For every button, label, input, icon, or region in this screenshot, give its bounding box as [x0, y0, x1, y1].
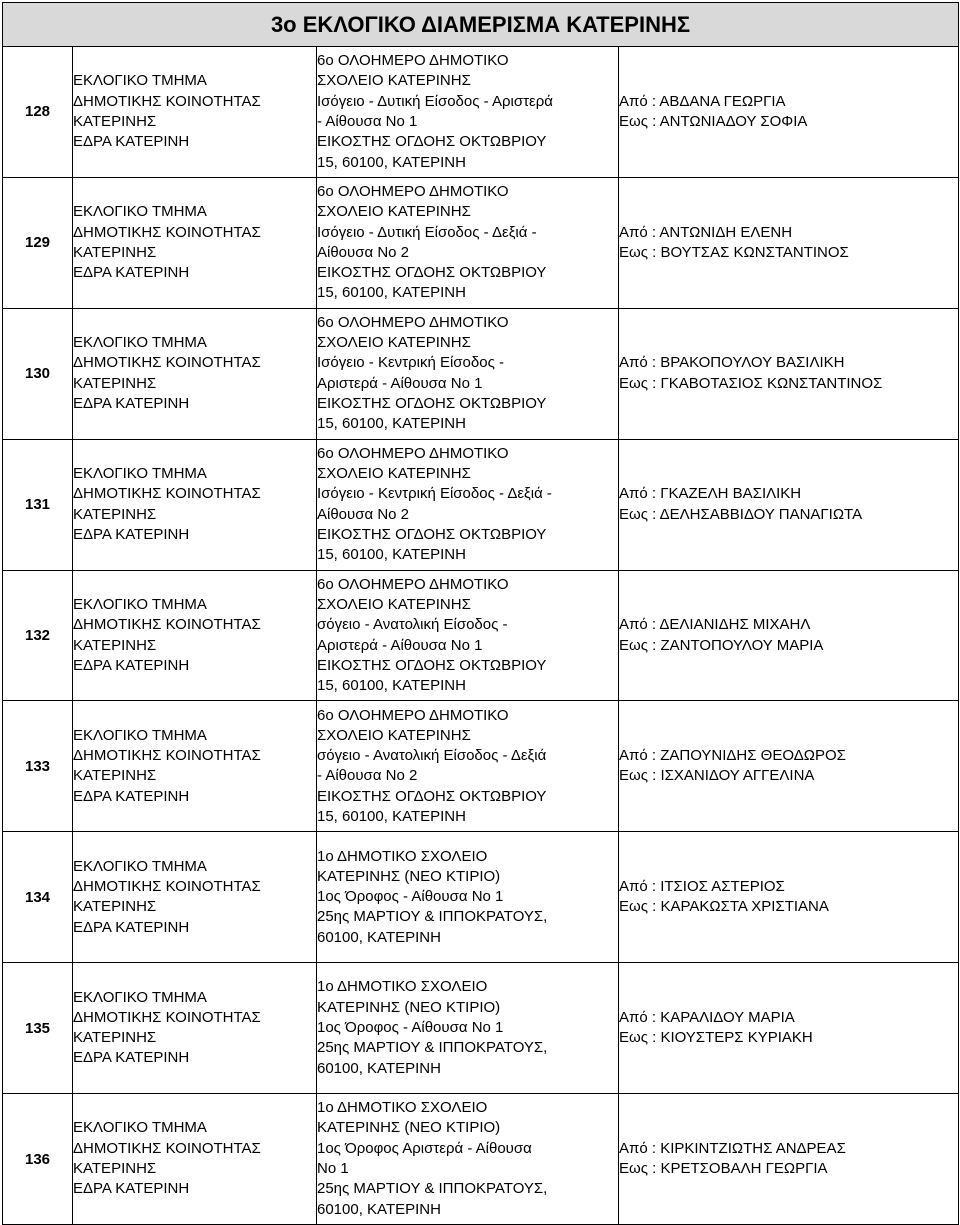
- section-name-line: ΕΔΡΑ ΚΑΤΕΡΙΝΗ: [73, 525, 190, 543]
- range-to: Εως : ΚΡΕΤΣΟΒΑΛΗ ΓΕΩΡΓΙΑ: [619, 1160, 828, 1178]
- section-name-cell: [73, 1094, 317, 1225]
- section-name-line: ΔΗΜΟΤΙΚΗΣ ΚΟΙΝΟΤΗΤΑΣ: [73, 1139, 261, 1157]
- polling-location-line: 25ης ΜΑΡΤΙΟΥ & ΙΠΠΟΚΡΑΤΟΥΣ,: [317, 908, 548, 926]
- polling-location-line: 6ο ΟΛΟΗΜΕΡΟ ΔΗΜΟΤΙΚΟ: [317, 182, 509, 200]
- polling-location-line: 60100, ΚΑΤΕΡΙΝΗ: [317, 1059, 441, 1077]
- range-to: Εως : ΚΙΟΥΣΤΕΡΣ ΚΥΡΙΑΚΗ: [619, 1029, 813, 1047]
- section-name-line: ΚΑΤΕΡΙΝΗΣ: [73, 898, 157, 916]
- section-name-cell: [73, 177, 317, 308]
- polling-sections-table: [2, 2, 959, 1225]
- polling-location-line: ΕΙΚΟΣΤΗΣ ΟΓΔΟΗΣ ΟΚΤΩΒΡΙΟΥ: [317, 264, 547, 282]
- section-name-line: ΕΚΛΟΓΙΚΟ ΤΜΗΜΑ: [73, 334, 207, 352]
- section-name-cell: [73, 47, 317, 178]
- section-name-line: ΕΔΡΑ ΚΑΤΕΡΙΝΗ: [73, 1180, 190, 1198]
- voter-range-cell: [619, 177, 959, 308]
- polling-location-line: 15, 60100, ΚΑΤΕΡΙΝΗ: [317, 677, 466, 695]
- polling-location-line: 6ο ΟΛΟΗΜΕΡΟ ΔΗΜΟΤΙΚΟ: [317, 313, 509, 331]
- polling-location-line: ΣΧΟΛΕΙΟ ΚΑΤΕΡΙΝΗΣ: [317, 726, 471, 744]
- polling-location-line: ΚΑΤΕΡΙΝΗΣ (ΝΕΟ ΚΤΙΡΙΟ): [317, 867, 501, 885]
- polling-location-line: ΚΑΤΕΡΙΝΗΣ (ΝΕΟ ΚΤΙΡΙΟ): [317, 1119, 501, 1137]
- section-name-line: ΚΑΤΕΡΙΝΗΣ: [73, 636, 157, 654]
- section-name-line: ΔΗΜΟΤΙΚΗΣ ΚΟΙΝΟΤΗΤΑΣ: [73, 877, 261, 895]
- polling-location-line: 6ο ΟΛΟΗΜΕΡΟ ΔΗΜΟΤΙΚΟ: [317, 706, 509, 724]
- polling-location-line: 25ης ΜΑΡΤΙΟΥ & ΙΠΠΟΚΡΑΤΟΥΣ,: [317, 1180, 548, 1198]
- section-name-line: ΕΚΛΟΓΙΚΟ ΤΜΗΜΑ: [73, 857, 207, 875]
- polling-location-cell: [317, 47, 619, 178]
- table-row: [3, 701, 959, 832]
- polling-location-line: 15, 60100, ΚΑΤΕΡΙΝΗ: [317, 415, 466, 433]
- polling-location-cell: [317, 832, 619, 963]
- section-name-line: ΔΗΜΟΤΙΚΗΣ ΚΟΙΝΟΤΗΤΑΣ: [73, 354, 261, 372]
- polling-location-cell: [317, 177, 619, 308]
- polling-location-cell: [317, 701, 619, 832]
- range-to: Εως : ΚΑΡΑΚΩΣΤΑ ΧΡΙΣΤΙΑΝΑ: [619, 898, 829, 916]
- polling-location-line: - Αίθουσα Νο 2: [317, 767, 418, 785]
- polling-location-line: 1ο ΔΗΜΟΤΙΚΟ ΣΧΟΛΕΙΟ: [317, 1099, 488, 1117]
- polling-location-line: 1ο ΔΗΜΟΤΙΚΟ ΣΧΟΛΕΙΟ: [317, 847, 488, 865]
- polling-location-line: ΚΑΤΕΡΙΝΗΣ (ΝΕΟ ΚΤΙΡΙΟ): [317, 998, 501, 1016]
- range-from: Από : ΖΑΠΟΥΝΙΔΗΣ ΘΕΟΔΩΡΟΣ: [619, 747, 846, 765]
- range-to: Εως : ΔΕΛΗΣΑΒΒΙΔΟΥ ΠΑΝΑΓΙΩΤΑ: [619, 505, 863, 523]
- polling-location-line: 15, 60100, ΚΑΤΕΡΙΝΗ: [317, 284, 466, 302]
- section-number: 130: [3, 308, 73, 439]
- polling-location-line: ΕΙΚΟΣΤΗΣ ΟΓΔΟΗΣ ΟΚΤΩΒΡΙΟΥ: [317, 133, 547, 151]
- section-name-line: ΕΚΛΟΓΙΚΟ ΤΜΗΜΑ: [73, 726, 207, 744]
- section-name-line: ΚΑΤΕΡΙΝΗΣ: [73, 1029, 157, 1047]
- range-to: Εως : ΙΣΧΑΝΙΔΟΥ ΑΓΓΕΛΙΝΑ: [619, 767, 815, 785]
- section-name-cell: [73, 570, 317, 701]
- polling-location-line: 15, 60100, ΚΑΤΕΡΙΝΗ: [317, 546, 466, 564]
- range-from: Από : ΒΡΑΚΟΠΟΥΛΟΥ ΒΑΣΙΛΙΚΗ: [619, 354, 845, 372]
- section-name-line: ΔΗΜΟΤΙΚΗΣ ΚΟΙΝΟΤΗΤΑΣ: [73, 1008, 261, 1026]
- table-row: [3, 308, 959, 439]
- section-name-line: ΔΗΜΟΤΙΚΗΣ ΚΟΙΝΟΤΗΤΑΣ: [73, 485, 261, 503]
- range-to: Εως : ΒΟΥΤΣΑΣ ΚΩΝΣΤΑΝΤΙΝΟΣ: [619, 243, 849, 261]
- section-number: 133: [3, 701, 73, 832]
- polling-location-line: 1ο ΔΗΜΟΤΙΚΟ ΣΧΟΛΕΙΟ: [317, 978, 488, 996]
- section-name-line: ΕΔΡΑ ΚΑΤΕΡΙΝΗ: [73, 787, 190, 805]
- range-from: Από : ΙΤΣΙΟΣ ΑΣΤΕΡΙΟΣ: [619, 877, 785, 895]
- polling-location-line: Αριστερά - Αίθουσα Νο 1: [317, 374, 483, 392]
- table-row: [3, 832, 959, 963]
- section-name-line: ΚΑΤΕΡΙΝΗΣ: [73, 374, 157, 392]
- section-name-line: ΕΚΛΟΓΙΚΟ ΤΜΗΜΑ: [73, 595, 207, 613]
- range-from: Από : ΚΑΡΑΛΙΔΟΥ ΜΑΡΙΑ: [619, 1008, 795, 1026]
- polling-location-line: σόγειο - Ανατολική Είσοδος - Δεξιά: [317, 747, 547, 765]
- polling-location-line: Αριστερά - Αίθουσα Νο 1: [317, 636, 483, 654]
- polling-location-line: 15, 60100, ΚΑΤΕΡΙΝΗ: [317, 807, 466, 825]
- range-to: Εως : ΑΝΤΩΝΙΑΔΟΥ ΣΟΦΙΑ: [619, 112, 808, 130]
- polling-location-cell: [317, 963, 619, 1094]
- polling-location-line: 6ο ΟΛΟΗΜΕΡΟ ΔΗΜΟΤΙΚΟ: [317, 444, 509, 462]
- table-row: [3, 570, 959, 701]
- page-title: 3ο ΕΚΛΟΓΙΚΟ ΔΙΑΜΕΡΙΣΜΑ ΚΑΤΕΡΙΝΗΣ: [3, 3, 959, 47]
- polling-location-line: Ισόγειο - Δυτική Είσοδος - Δεξιά -: [317, 223, 537, 241]
- polling-location-line: Ισόγειο - Κεντρική Είσοδος - Δεξιά -: [317, 485, 552, 503]
- polling-location-line: ΕΙΚΟΣΤΗΣ ΟΓΔΟΗΣ ΟΚΤΩΒΡΙΟΥ: [317, 525, 547, 543]
- section-number: 131: [3, 439, 73, 570]
- voter-range-cell: [619, 1094, 959, 1225]
- range-from: Από : ΔΕΛΙΑΝΙΔΗΣ ΜΙΧΑΗΛ: [619, 616, 811, 634]
- table-body: [3, 47, 959, 1225]
- section-name-line: ΔΗΜΟΤΙΚΗΣ ΚΟΙΝΟΤΗΤΑΣ: [73, 223, 261, 241]
- section-name-line: ΕΚΛΟΓΙΚΟ ΤΜΗΜΑ: [73, 72, 207, 90]
- section-name-line: ΕΔΡΑ ΚΑΤΕΡΙΝΗ: [73, 395, 190, 413]
- table-row: [3, 177, 959, 308]
- section-name-cell: [73, 832, 317, 963]
- section-name-line: ΕΚΛΟΓΙΚΟ ΤΜΗΜΑ: [73, 203, 207, 221]
- range-from: Από : ΑΒΔΑΝΑ ΓΕΩΡΓΙΑ: [619, 92, 786, 110]
- section-name-line: ΕΔΡΑ ΚΑΤΕΡΙΝΗ: [73, 264, 190, 282]
- section-number: 128: [3, 47, 73, 178]
- polling-location-line: ΣΧΟΛΕΙΟ ΚΑΤΕΡΙΝΗΣ: [317, 334, 471, 352]
- polling-location-line: Αίθουσα Νο 2: [317, 505, 410, 523]
- section-name-line: ΕΔΡΑ ΚΑΤΕΡΙΝΗ: [73, 1049, 190, 1067]
- section-name-line: ΚΑΤΕΡΙΝΗΣ: [73, 112, 157, 130]
- voter-range-cell: [619, 832, 959, 963]
- polling-location-line: Νο 1: [317, 1160, 349, 1178]
- polling-location-line: 6ο ΟΛΟΗΜΕΡΟ ΔΗΜΟΤΙΚΟ: [317, 575, 509, 593]
- section-name-cell: [73, 963, 317, 1094]
- polling-location-line: ΣΧΟΛΕΙΟ ΚΑΤΕΡΙΝΗΣ: [317, 72, 471, 90]
- voter-range-cell: [619, 570, 959, 701]
- section-name-line: ΔΗΜΟΤΙΚΗΣ ΚΟΙΝΟΤΗΤΑΣ: [73, 616, 261, 634]
- table-row: [3, 1094, 959, 1225]
- section-name-line: ΚΑΤΕΡΙΝΗΣ: [73, 767, 157, 785]
- section-name-cell: [73, 701, 317, 832]
- section-name-cell: [73, 308, 317, 439]
- table-row: [3, 963, 959, 1094]
- polling-location-line: 60100, ΚΑΤΕΡΙΝΗ: [317, 928, 441, 946]
- range-to: Εως : ΖΑΝΤΟΠΟΥΛΟΥ ΜΑΡΙΑ: [619, 636, 824, 654]
- polling-location-line: Ισόγειο - Δυτική Είσοδος - Αριστερά: [317, 92, 553, 110]
- section-name-line: ΚΑΤΕΡΙΝΗΣ: [73, 243, 157, 261]
- polling-location-line: 60100, ΚΑΤΕΡΙΝΗ: [317, 1200, 441, 1218]
- voter-range-cell: [619, 701, 959, 832]
- range-from: Από : ΚΙΡΚΙΝΤΖΙΩΤΗΣ ΑΝΔΡΕΑΣ: [619, 1139, 846, 1157]
- polling-location-line: 1ος Όροφος - Αίθουσα Νο 1: [317, 888, 504, 906]
- polling-location-cell: [317, 570, 619, 701]
- section-number: 134: [3, 832, 73, 963]
- section-name-line: ΕΚΛΟΓΙΚΟ ΤΜΗΜΑ: [73, 988, 207, 1006]
- range-from: Από : ΓΚΑΖΕΛΗ ΒΑΣΙΛΙΚΗ: [619, 485, 802, 503]
- polling-location-line: Αίθουσα Νο 2: [317, 243, 410, 261]
- polling-location-line: ΣΧΟΛΕΙΟ ΚΑΤΕΡΙΝΗΣ: [317, 465, 471, 483]
- polling-location-line: 25ης ΜΑΡΤΙΟΥ & ΙΠΠΟΚΡΑΤΟΥΣ,: [317, 1039, 548, 1057]
- polling-location-cell: [317, 439, 619, 570]
- polling-location-line: ΣΧΟΛΕΙΟ ΚΑΤΕΡΙΝΗΣ: [317, 203, 471, 221]
- polling-location-cell: [317, 1094, 619, 1225]
- voter-range-cell: [619, 439, 959, 570]
- polling-location-line: ΣΧΟΛΕΙΟ ΚΑΤΕΡΙΝΗΣ: [317, 595, 471, 613]
- section-number: 136: [3, 1094, 73, 1225]
- table-row: [3, 47, 959, 178]
- section-name-line: ΕΔΡΑ ΚΑΤΕΡΙΝΗ: [73, 133, 190, 151]
- section-number: 135: [3, 963, 73, 1094]
- section-name-line: ΕΔΡΑ ΚΑΤΕΡΙΝΗ: [73, 918, 190, 936]
- polling-location-line: 6ο ΟΛΟΗΜΕΡΟ ΔΗΜΟΤΙΚΟ: [317, 52, 509, 70]
- section-name-line: ΕΚΛΟΓΙΚΟ ΤΜΗΜΑ: [73, 465, 207, 483]
- section-name-line: ΚΑΤΕΡΙΝΗΣ: [73, 1160, 157, 1178]
- polling-location-line: ΕΙΚΟΣΤΗΣ ΟΓΔΟΗΣ ΟΚΤΩΒΡΙΟΥ: [317, 656, 547, 674]
- polling-location-line: 1ος Όροφος - Αίθουσα Νο 1: [317, 1019, 504, 1037]
- section-name-line: ΕΔΡΑ ΚΑΤΕΡΙΝΗ: [73, 656, 190, 674]
- section-number: 129: [3, 177, 73, 308]
- section-name-line: ΚΑΤΕΡΙΝΗΣ: [73, 505, 157, 523]
- section-name-line: ΕΚΛΟΓΙΚΟ ΤΜΗΜΑ: [73, 1119, 207, 1137]
- section-name-line: ΔΗΜΟΤΙΚΗΣ ΚΟΙΝΟΤΗΤΑΣ: [73, 747, 261, 765]
- range-to: Εως : ΓΚΑΒΟΤΑΣΙΟΣ ΚΩΝΣΤΑΝΤΙΝΟΣ: [619, 374, 883, 392]
- voter-range-cell: [619, 47, 959, 178]
- polling-location-line: ΕΙΚΟΣΤΗΣ ΟΓΔΟΗΣ ΟΚΤΩΒΡΙΟΥ: [317, 395, 547, 413]
- voter-range-cell: [619, 308, 959, 439]
- polling-location-line: ΕΙΚΟΣΤΗΣ ΟΓΔΟΗΣ ΟΚΤΩΒΡΙΟΥ: [317, 787, 547, 805]
- polling-location-line: σόγειο - Ανατολική Είσοδος -: [317, 616, 508, 634]
- polling-location-cell: [317, 308, 619, 439]
- voter-range-cell: [619, 963, 959, 1094]
- section-name-cell: [73, 439, 317, 570]
- polling-location-line: 15, 60100, ΚΑΤΕΡΙΝΗ: [317, 153, 466, 171]
- polling-location-line: - Αίθουσα Νο 1: [317, 112, 418, 130]
- polling-location-line: Ισόγειο - Κεντρική Είσοδος -: [317, 354, 504, 372]
- table-row: [3, 439, 959, 570]
- range-from: Από : ΑΝΤΩΝΙΔΗ ΕΛΕΝΗ: [619, 223, 793, 241]
- polling-location-line: 1ος Όροφος Αριστερά - Αίθουσα: [317, 1139, 532, 1157]
- section-name-line: ΔΗΜΟΤΙΚΗΣ ΚΟΙΝΟΤΗΤΑΣ: [73, 92, 261, 110]
- section-number: 132: [3, 570, 73, 701]
